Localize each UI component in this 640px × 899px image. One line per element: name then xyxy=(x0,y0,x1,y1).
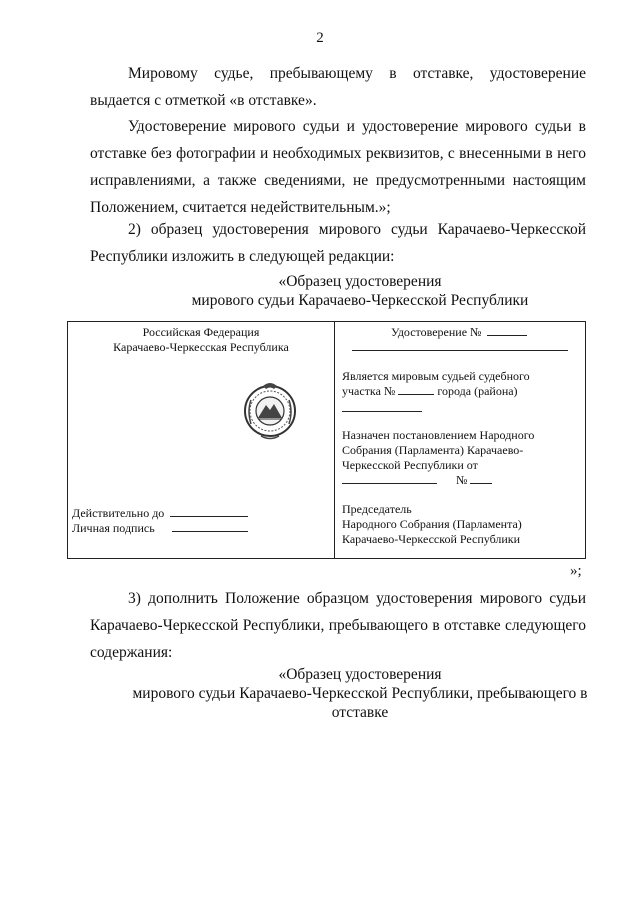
form-republic: Карачаево-Черкесская Республика xyxy=(113,340,289,354)
judge-district-blank xyxy=(398,394,434,395)
form-right-panel xyxy=(335,322,585,558)
valid-until-label: Действительно до xyxy=(72,506,165,520)
closing-quote-mark: »; xyxy=(570,563,582,579)
form-chair-line3: Карачаево-Черкесской Республики xyxy=(342,532,521,546)
appointed-date-blank xyxy=(342,483,437,484)
form-appointed-line3: Черкесской Республики от xyxy=(342,458,478,472)
judge-city-label: города (района) xyxy=(437,384,518,398)
form-valid-until xyxy=(72,506,332,521)
sample-heading-2-line1: «Образец удостоверения xyxy=(278,666,442,683)
certificate-number-blank xyxy=(487,335,527,336)
paragraph-retired-mark: Мировому судье, пребывающему в отставке, удостоверение выдается с отметкой «в отставке». xyxy=(90,65,586,109)
sample-heading-1 xyxy=(60,272,640,310)
judge-district-label: участка № xyxy=(342,384,396,398)
form-signature xyxy=(72,521,332,536)
form-appointed-date xyxy=(342,473,580,488)
certificate-blank-line xyxy=(352,350,568,351)
signature-label: Личная подпись xyxy=(72,521,155,535)
form-judge-status-line2 xyxy=(342,384,580,399)
form-chair-line2: Народного Собрания (Парламента) xyxy=(342,517,522,531)
paragraph-item-3: 3) дополнить Положение образцом удостоверения мирового судьи Карачаево-Черкесской Республики, пребывающего в отставке следующего содержания: xyxy=(90,590,586,661)
sample-heading-1-line1: «Образец удостоверения xyxy=(278,273,442,290)
certificate-sample-form xyxy=(67,321,586,559)
form-appointed-line1: Назначен постановлением Народного xyxy=(342,428,535,442)
city-blank-line xyxy=(342,411,422,412)
sample-heading-1-line2: мирового судьи Карачаево-Черкесской Республики xyxy=(191,292,529,309)
paragraph-invalid-certificate: Удостоверение мирового судьи и удостоверение мирового судьи в отставке без фотографии и необходимых реквизитов, с внесенными в него исправлениями, а также сведениями, не предусмотренными настоящим Положением, считается недействительным.»; xyxy=(90,118,586,216)
form-country: Российская Федерация xyxy=(142,325,260,339)
sample-heading-2 xyxy=(60,665,640,722)
form-certificate-number xyxy=(391,325,581,340)
sample-heading-2-line3: отставке xyxy=(331,704,389,721)
sample-heading-2-line2: мирового судьи Карачаево-Черкесской Республики, пребывающего в xyxy=(132,685,588,702)
appointed-number-blank xyxy=(470,483,492,484)
form-appointed-line2: Собрания (Парламента) Карачаево- xyxy=(342,443,524,457)
form-chair-line1: Председатель xyxy=(342,502,412,516)
form-left-panel xyxy=(68,322,335,558)
valid-until-blank xyxy=(170,516,248,517)
certificate-number-label: Удостоверение № xyxy=(391,325,482,339)
coat-of-arms-icon xyxy=(241,378,299,442)
paragraph-item-2: 2) образец удостоверения мирового судьи Карачаево-Черкесской Республики изложить в следующей редакции: xyxy=(90,221,586,265)
signature-blank xyxy=(172,531,248,532)
appointed-number-label: № xyxy=(456,473,468,487)
page-number: 2 xyxy=(316,30,324,46)
form-judge-status-line1: Является мировым судьей судебного xyxy=(342,369,530,383)
